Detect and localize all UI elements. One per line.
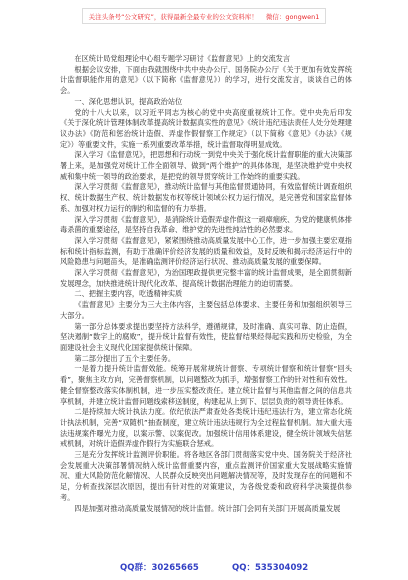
paragraph: 深入学习贯彻《监督意见》，为治国理政提供更完整丰富的统计监督成果，是全面贯彻新发展理念，加快推进统计现代化改革、提高统计数据治理能力的迫切需要。 <box>60 268 352 288</box>
paragraph: 《监督意见》主要分为三大主体内容，主要包括总体要求、主要任务和加强组织领导三大部分。 <box>60 300 352 320</box>
paragraph: 深入学习贯彻《监督意见》，推动统计监督与其他监督贯通协同，有效监督统计调查组织权、统计数据生产权、统计数据发布权等统计领域公权力运行情况，是完善党和国家监督体系、加强对权力运行的制约和监督的有力举措。 <box>60 182 352 213</box>
paragraph: 深入学习贯彻《监督意见》，是消除统计造假弄虚作假这一顽瘴痼疾、为党的健康机体排毒杀菌的重要途径，是坚持自我革命、维护党的先进性纯洁性的必然要求。 <box>60 214 352 235</box>
paragraph: 四是加强对推动高质量发展情况的统计监督。统计部门会同有关部门开展高质量发展 <box>74 503 341 513</box>
qq-number: QQ：535304092 <box>232 563 309 573</box>
section-heading: 一、深化思想认识，提高政治站位 <box>74 96 183 106</box>
contact-footer <box>0 561 408 573</box>
paragraph: 第一部分总体要求提出要坚持方法科学，遵循规律，及时准确、真实可靠、防止造假，坚决遏制“数字上的腐败”，提升统计监督有效性，使监督结果经得起实践和历史检验，为全面建设社会主义现代化国家提供统计保障。 <box>60 321 352 352</box>
qq-group-number: QQ群：30265665 <box>120 563 199 573</box>
paragraph: 第二部分提出了五个主要任务。 <box>74 353 176 363</box>
paragraph: 根据会议安排，下面由我就围绕中共中央办公厅、国务院办公厅《关于更加有效发挥统计监督职能作用的意见》（以下简称《监督意见》）的学习，进行交流发言，谈谈自己的体会。 <box>60 64 352 96</box>
section-heading: 二、把握主要内容，吃透精神实质 <box>74 289 183 299</box>
paragraph: 二是持续加大统计执法力度。依纪依法严肃查处各类统计违纪违法行为，建立常态化统计执法机制，完善“双随机”抽查制度，建立统计违法违规行为全过程监督机制。加大重大违法违规案件曝光力度，以案示警、以案促改。加强统计信用体系建设，健全统计领域失信惩戒机制，对统计造假弄虚作假行为实施联合惩戒。 <box>60 407 352 449</box>
paragraph: 深入学习《监督意见》，把思想和行动统一到党中央关于强化统计监督职能的重大决策部署上来，是加强党对统计工作全面领导、做到“两个维护”的具体体现，是坚决维护党中央权威和集中统一领导的政治要求，是把党的领导贯穿统计工作始终的重要实践。 <box>60 150 352 181</box>
paragraph: 三是充分发挥统计监测评价职能。将各地区各部门贯彻落实党中央、国务院关于经济社会发展重大决策部署情况纳入统计监督重要内容，重点监测评价国家重大发展战略实施情况、重大风险防范化解情况、人民群众反映突出问题解决情况等，及时发现存在的问题和不足，分析查找深层次原因，提出有针对性的对策建议，为各级党委和政府科学决策提供参考。 <box>60 450 352 502</box>
paragraph: 一是着力提升统计监督效能。统筹开展常规统计督察、专项统计督察和统计督察“回头看”，聚焦主攻方向，完善督察机制，以问题整改为抓手，增强督察工作的针对性和有效性。健全督察整改落实体制机制，进一步压实整改责任。建立统计监督与其他监督之间的信息共享机制，并建立统计监督问题线索移送制度，构建起从上到下、层层负责的领导责任体系。 <box>60 364 352 406</box>
banner-wechat: 微信：gongwen1 <box>265 12 320 21</box>
paragraph: 党的十八大以来，以习近平同志为核心的党中央高度重视统计工作。党中央先后印发《关于深化统计管理体制改革提高统计数据真实性的意见》《统计违纪违法责任人处分处理建议办法》《防范和惩治统计造假、弄虚作假督察工作规定》（以下简称《意见》《办法》《规定》）等重要文件，实施一系列重要改革举措，统计监督取得明显成效。 <box>60 107 352 149</box>
document-title: 在区统计局党组理论中心组专题学习研讨《监督意见》上的交流发言 <box>74 54 291 63</box>
banner-text: 关注头条号“公文研究”，获得最新全最专业的公文资料库！ <box>88 12 258 21</box>
document-body <box>60 54 352 514</box>
paragraph: 深入学习贯彻《监督意见》，紧紧围绕推动高质量发展中心工作，进一步加强主要宏观指标和统计指标监测，有助于准确评价经济发展的质量和效益，及时反映和揭示经济运行中的风险隐患与问题苗头，是准确监测评价经济运行状况、推动高质量发展的重要保障。 <box>60 235 352 267</box>
promo-banner <box>82 8 326 24</box>
